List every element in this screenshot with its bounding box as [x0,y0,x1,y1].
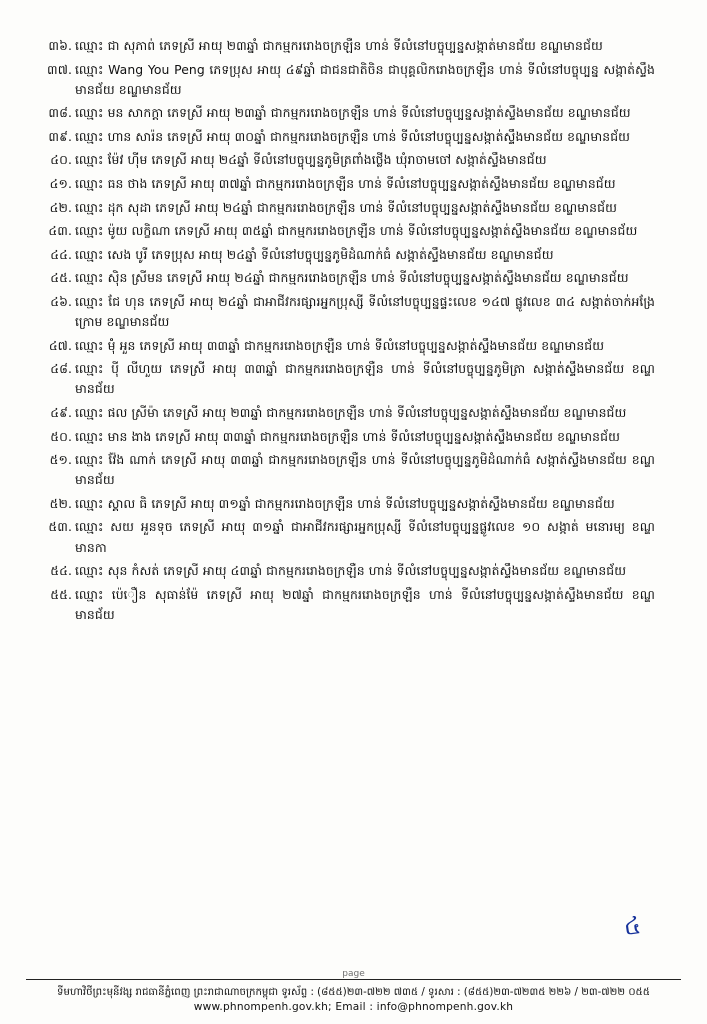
list-item-number: ៤៣. [48,223,72,239]
list-item-text: ឈ្មោះ ស៊ិន ស្រីមន ភេទស្រី អាយុ ២៤ឆ្នាំ ជាកម្មកររោងចក្រឡឺន ហាន់ ទីលំនៅបច្ចុប្បន្នសង្កាត់ស្ទឹងមានជ័យ ខណ្ឌមានជ័យ [75,270,629,286]
list-item-number: ៤០. [50,152,72,168]
list-item-text: ឈ្មោះ មាន ងាង ភេទស្រី អាយុ ៣៣ឆ្នាំ ជាកម្មកររោងចក្រឡឺន ហាន់ ទីលំនៅបច្ចុប្បន្នសង្កាត់ស្ទឹងមានជ័យ ខណ្ឌមានជ័យ [75,428,621,444]
list-item-text: ឈ្មោះ ប៉េឿន សុធាន់ម៉ែ ភេទស្រី អាយុ ២៧ឆ្នាំ ជាកម្មកររោងចក្រឡឺន ហាន់ ទីលំនៅបច្ចុប្បន្នសង្កាត់ស្ទឹងមានជ័យ ខណ្ឌមានជ័យ [75,586,655,622]
list-item-number: ៣៨. [48,105,72,121]
list-item [46,359,655,399]
list-item-text: ឈ្មោះ ម៉ុំ អួន ភេទស្រី អាយុ ៣៣ឆ្នាំ ជាកម្មកររោងចក្រឡឺន ហាន់ ទីលំនៅបច្ចុប្បន្នសង្កាត់ស្ទឹងមានជ័យ ខណ្ឌមានជ័យ [75,337,605,353]
list-item-text: ឈ្មោះ វ៉ែង ណាក់ ភេទស្រី អាយុ ៣៣ឆ្នាំ ជាកម្មកររោងចក្រឡឺន ហាន់ ទីលំនៅបច្ចុប្បន្នភូមិដំណាក់ធំ សង្កាត់ស្ទឹងមានជ័យ ខណ្ឌមានជ័យ [75,452,655,488]
list-item [46,60,655,100]
list-item-number: ៥៤. [50,563,72,579]
list-item-text: ឈ្មោះ ធន ថាង ភេទស្រី អាយុ ៣៧ឆ្នាំ ជាកម្មកររោងចក្រឡឺន ហាន់ ទីលំនៅបច្ចុប្បន្នសង្កាត់ស្ទឹងមានជ័យ ខណ្ឌមានជ័យ [75,176,616,192]
list-item-number: ៤២. [49,199,72,215]
name-list [46,36,655,625]
list-item [46,585,655,625]
list-item [46,221,655,241]
list-item-text: ឈ្មោះ ផល ស្រីម៉ា ភេទស្រី អាយុ ២៣ឆ្នាំ ជាកម្មកររោងចក្រឡឺន ហាន់ ទីលំនៅបច្ចុប្បន្នសង្កាត់ស្ទឹងមានជ័យ ខណ្ឌមានជ័យ [75,405,627,420]
footer-address: ទីមហាវិថីព្រះមុនីវង្ស រាជធានីភ្នំពេញ ព្រះរាជាណាចក្រកម្ពុជា ទូរស័ព្ទ : (៨៥៥)២៣-៧២២ ៧៣៥ / ទូរសារ : (៨៥៥)២៣-៧២៣៥ ២២៦ / ២៣-៧២២ ០៥៥ [57,986,650,998]
list-item-text: ឈ្មោះ សយ អួនទុច ភេទស្រី អាយុ ៣១ឆ្នាំ ជាអាជីវករផ្សារអ្នកប្រុស្សី ទីលំនៅបច្ចុប្បន្នផ្លូវលេខ ១០ សង្កាត់ មនោរម្យ ខណ្ឌមានកា [75,519,655,555]
list-item [46,561,655,581]
list-item [46,403,655,423]
list-item-text: ឈ្មោះ សុន កំសត់ ភេទស្រី អាយុ ៤៣ឆ្នាំ ជាកម្មកររោងចក្រឡឺន ហាន់ ទីលំនៅបច្ចុប្បន្នសង្កាត់ស្ទឹងមានជ័យ ខណ្ឌមានជ័យ [75,563,627,579]
list-item [46,517,655,557]
list-item-text: ឈ្មោះ ហាន សារ៉ន ភេទស្រី អាយុ ៣០ឆ្នាំ ជាកម្មកររោងចក្រឡឺន ហាន់ ទីលំនៅបច្ចុប្បន្នសង្កាត់ស្ទឹងមានជ័យ ខណ្ឌមានជ័យ [75,128,631,144]
list-item-text: ឈ្មោះ Wang You Peng ភេទប្រុស អាយុ ៤៩ឆ្នាំ ជាជនជាតិចិន ជាបុគ្គលិករោងចក្រឡឺន ហាន់ ទីលំនៅបច្ចុប្បន្ន សង្កាត់ស្ទឹងមានជ័យ ខណ្ឌមានជ័យ [75,61,655,97]
list-item [46,450,655,490]
list-item-number: ៥៥. [50,586,72,602]
list-item-number: ៤៦. [50,294,72,310]
list-item-number: ៥៣. [48,519,72,535]
list-item-text: ឈ្មោះ ម៉ូយ លក្ខិណា ភេទស្រី អាយុ ៣៥ឆ្នាំ ជាកម្មកររោងចក្រឡឺន ហាន់ ទីលំនៅបច្ចុប្បន្នសង្កាត់ស្ទឹងមានជ័យ ខណ្ឌមានជ័យ [75,223,638,239]
list-item-number: ៤៧. [48,337,72,353]
list-item-number: ៣៧. [47,61,72,77]
list-item-number: ៤៨. [50,361,72,377]
list-item [46,292,655,332]
list-item-number: ៥១. [49,452,72,468]
list-item-number: ៣៦. [48,38,72,53]
list-item-text: ឈ្មោះ ប៉ី លីហួយ ភេទស្រី អាយុ ៣៣ឆ្នាំ ជាកម្មកររោងចក្រឡឺន ហាន់ ទីលំនៅបច្ចុប្បន្នភូមិត្រា សង្កាត់ស្ទឹងមានជ័យ ខណ្ឌមានជ័យ [75,361,655,397]
list-item [46,268,655,288]
list-item-number: ៤១. [49,176,72,192]
list-item-text: ឈ្មោះ មន សាកក្តា ភេទស្រី អាយុ ២៣ឆ្នាំ ជាកម្មកររោងចក្រឡឺន ហាន់ ទីលំនៅបច្ចុប្បន្នសង្កាត់ស្ទឹងមានជ័យ ខណ្ឌមានជ័យ [75,105,631,121]
list-item [46,427,655,447]
list-item [46,494,655,514]
list-item-number: ៤៤. [50,246,72,262]
list-item-text: ឈ្មោះ ជា សុភាព់ ភេទស្រី អាយុ ២៣ឆ្នាំ ជាកម្មកររោងចក្រឡឺន ហាន់ ទីលំនៅបច្ចុប្បន្នសង្កាត់មានជ័យ ខណ្ឌមានជ័យ [75,38,603,53]
list-item-number: ៥២. [49,495,72,511]
list-item-text: ឈ្មោះ ដុក សុដា ភេទស្រី អាយុ ២៤ឆ្នាំ ជាកម្មកររោងចក្រឡឺន ហាន់ ទីលំនៅបច្ចុប្បន្នសង្កាត់ស្ទឹងមានជ័យ ខណ្ឌមានជ័យ [75,199,617,215]
list-item-number: ៣៩. [48,128,72,144]
list-item [46,336,655,356]
footer-divider [26,979,681,980]
list-item [46,103,655,123]
list-item [46,150,655,170]
list-item-number: ៤៥. [50,270,72,286]
list-item-number: ៤៩. [50,405,72,420]
list-item [46,198,655,218]
signature-mark: ៤ [621,910,643,942]
list-item [46,174,655,194]
footer-contact: www.phnompenh.gov.kh; Email : info@phnompenh.gov.kh [193,1001,514,1014]
list-item [46,245,655,265]
list-item [46,127,655,147]
list-item-text: ឈ្មោះ សេង បូរី ភេទប្រុស អាយុ ២៤ឆ្នាំ ទីលំនៅបច្ចុប្បន្នភូមិដំណាក់ធំ សង្កាត់ស្ទឹងមានជ័យ ខណ្ឌមានជ័យ [75,246,554,262]
list-item-text: ឈ្មោះ ស្គាល ធិ ភេទស្រី អាយុ ៣១ឆ្នាំ ជាកម្មកររោងចក្រឡឺន ហាន់ ទីលំនៅបច្ចុប្បន្នសង្កាត់ស្ទឹងមានជ័យ ខណ្ឌមានជ័យ [75,495,615,511]
page-footer [0,979,707,1016]
list-item [46,36,655,56]
list-item-number: ៥០. [50,428,72,444]
page-mark: page [342,969,365,979]
list-item-text: ឈ្មោះ ជែ ហុន ភេទស្រី អាយុ ២៤ឆ្នាំ ជាអាជីវករផ្សារអ្នកប្រុស្សី ទីលំនៅបច្ចុប្បន្នផ្ទះលេខ ១៤៧ ផ្លូវលេខ ៣៤ សង្កាត់ចាក់អង្រែក្រោម ខណ្ឌមានជ័យ [75,294,655,330]
list-item-text: ឈ្មោះ ម៉ែវ ហ៊ីម ភេទស្រី អាយុ ២៤ឆ្នាំ ទីលំនៅបច្ចុប្បន្នភូមិត្រពាំងថ្លើង ឃុំរាចាមចៅ សង្កាត់ស្ទឹងមានជ័យ [75,152,547,168]
